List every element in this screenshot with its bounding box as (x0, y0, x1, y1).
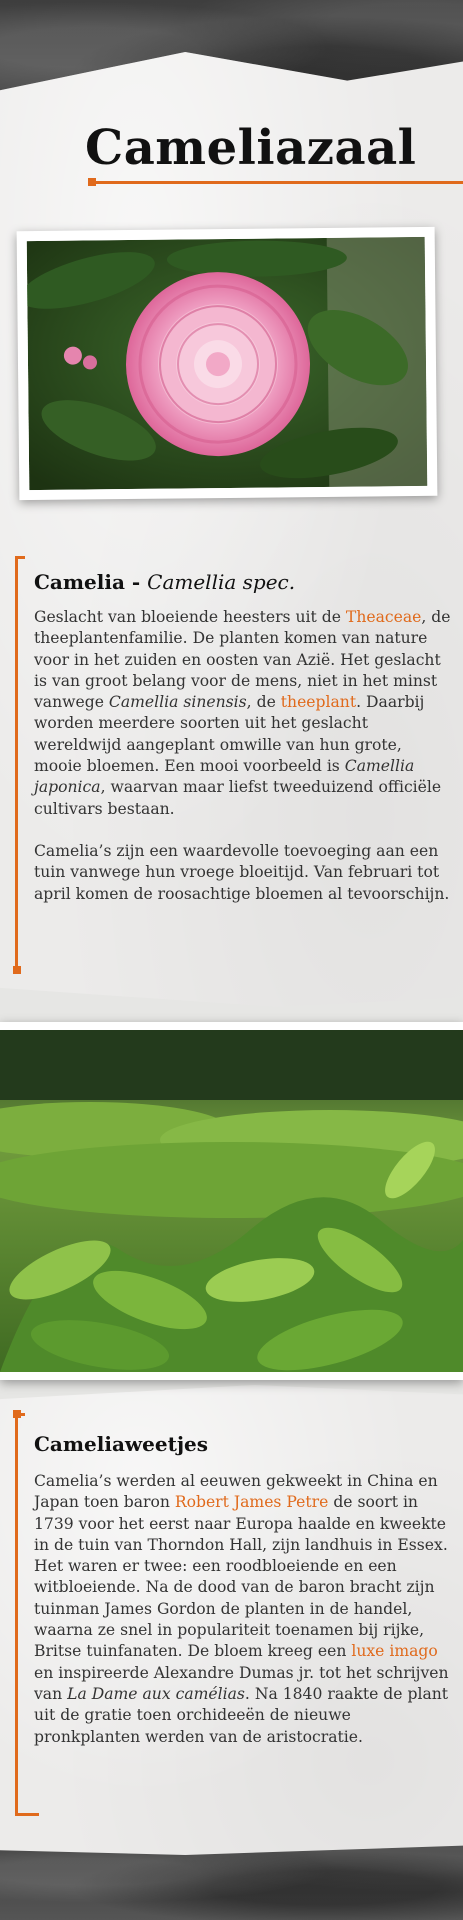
camellia-flower-image (27, 237, 428, 490)
section1-heading-dash: - (124, 570, 148, 594)
text: de soort in 1739 voor het eerst naar Europa haalde en kweekte in de tuin van Thorndon Hall, zijn landhuis in Essex. Het waren er twee: een roodbloeiende en een witbloeiende. Na de dood van de baron bracht zijn tuinman James Gordon de planten in de handel, waarna ze snel in populariteit toenamen bij rijke, Britse tuinfanaten. De bloem kreeg een (34, 1493, 448, 1661)
text: . Na 1840 raakte de plant uit de gratie toen orchideeën de nieuwe pronkplanten werden van de aristocratie. (34, 1684, 449, 1746)
text: . Daarbij worden meerdere soorten uit het geslacht wereldwijd aangeplant omwille van hun grote, mooie bloemen. Een mooi voorbeeld is (34, 693, 425, 776)
section2-bottom-tick (15, 1813, 39, 1816)
text: , de (246, 693, 281, 712)
section2-top-dot (13, 1410, 21, 1418)
robert-james-petre-link[interactable]: Robert James Petre (174, 1493, 329, 1512)
section-camelia (34, 570, 454, 905)
title-underline-dot (88, 178, 96, 186)
text: Camelia’s werden al eeuwen gekweekt in China en Japan toen baron (34, 1472, 438, 1512)
section2-paragraph (34, 1471, 454, 1748)
theaceae-link[interactable]: Theaceae (345, 608, 422, 626)
section1-heading-latin: Camellia spec. (147, 570, 296, 594)
page-title: Cameliazaal (85, 120, 417, 176)
section-cameliaweetjes (34, 1432, 454, 1748)
section1-heading-name: Camelia (34, 570, 125, 594)
theeplant-link[interactable]: theeplant (280, 693, 357, 712)
section2-side-rule (15, 1413, 18, 1815)
tea-plantation-photo (0, 1022, 463, 1380)
italic-text: Camellia sinensis (108, 693, 247, 712)
section2-heading: Cameliaweetjes (34, 1432, 209, 1456)
italic-text: Camellia japonica (34, 757, 415, 797)
text: en inspireerde Alexandre Dumas jr. tot het schrijven van (34, 1663, 449, 1703)
camellia-photo (17, 227, 438, 500)
text: , de theeplantenfamilie. De planten komen van nature voor in het zuiden en oosten van Azië. Het geslacht is van groot belang voor de mens, niet in het minst vanwege (34, 608, 451, 712)
italic-text: La Dame aux camélias (67, 1684, 245, 1703)
section1-top-tick (15, 556, 25, 559)
section1-bottom-dot (13, 966, 21, 974)
luxe-imago-link[interactable]: luxe imago (351, 1642, 438, 1661)
tea-plantation-image (0, 1030, 463, 1372)
text: , waarvan maar liefst tweeduizend officiële cultivars bestaan. (34, 778, 442, 818)
text: Geslacht van bloeiende heesters uit de (34, 608, 346, 626)
title-underline (90, 181, 463, 184)
section1-paragraph-2: Camelia’s zijn een waardevolle toevoeging aan een tuin vanwege hun vroege bloeitijd. Van februari tot april komen de roosachtige bloemen al tevoorschijn. (34, 841, 450, 903)
section1-side-rule (15, 556, 18, 974)
section1-heading (34, 570, 454, 594)
section1-paragraph-1 (34, 607, 454, 820)
